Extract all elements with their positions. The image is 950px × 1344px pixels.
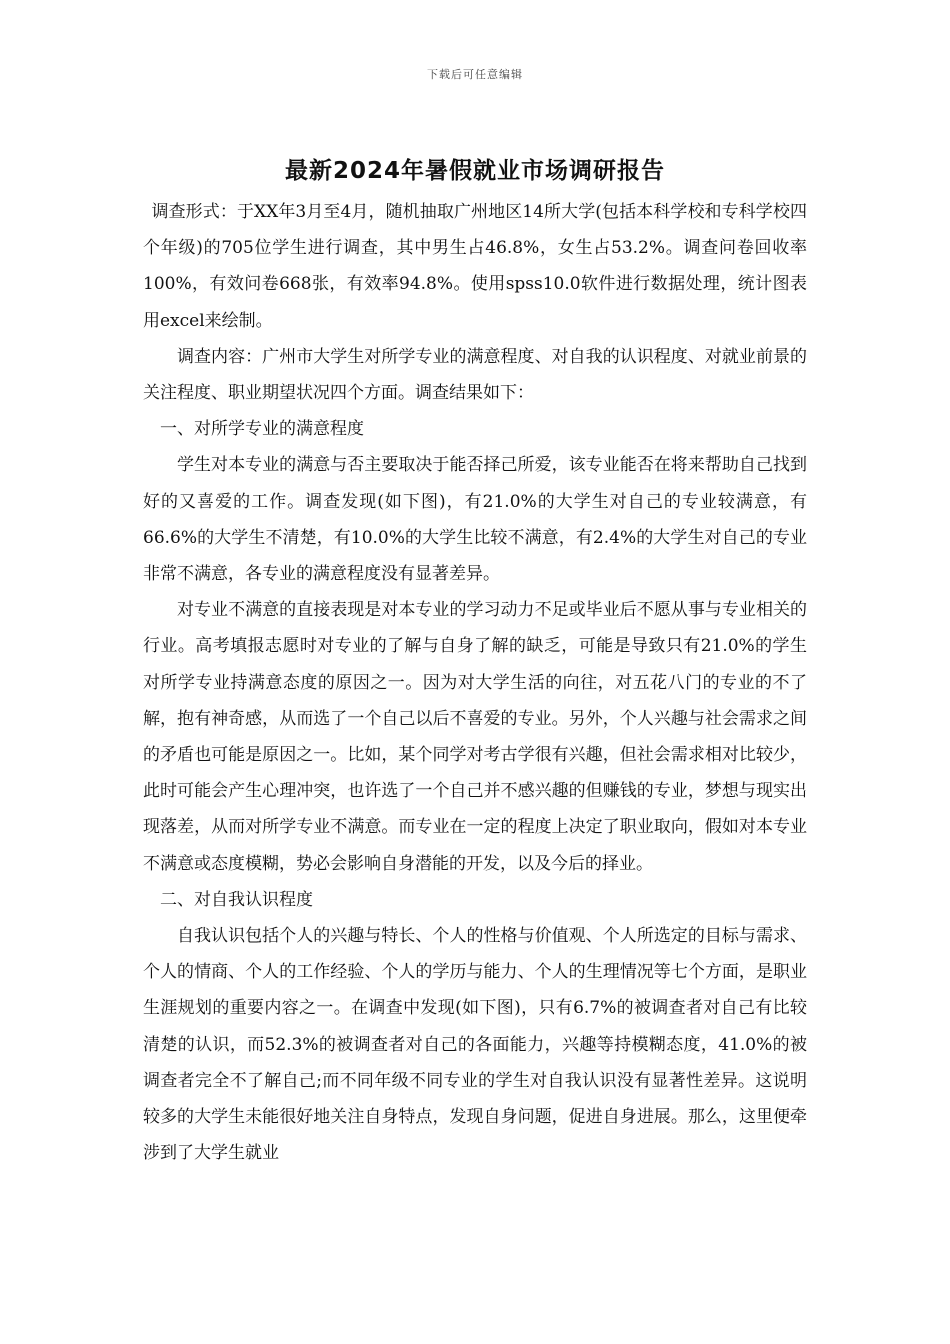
- paragraph-dissatisfaction-analysis: 对专业不满意的直接表现是对本专业的学习动力不足或毕业后不愿从事与专业相关的行业。高考填报志愿时对专业的了解与自身了解的缺乏，可能是导致只有21.0%的学生对所学专业持满意态度的原因之一。因为对大学生活的向往，对五花八门的专业的不了解，抱有神奇感，从而选了一个自己以后不喜爱的专业。另外，个人兴趣与社会需求之间的矛盾也可能是原因之一。比如，某个同学对考古学很有兴趣，但社会需求相对比较少，此时可能会产生心理冲突，也许选了一个自己并不感兴趣的但赚钱的专业，梦想与现实出现落差，从而对所学专业不满意。而专业在一定的程度上决定了职业取向，假如对本专业不满意或态度模糊，势必会影响自身潜能的开发，以及今后的择业。: [143, 600, 807, 874]
- paragraph-self-awareness: 自我认识包括个人的兴趣与特长、个人的性格与价值观、个人所选定的目标与需求、个人的情商、个人的工作经验、个人的学历与能力、个人的生理情况等七个方面，是职业生涯规划的重要内容之一。在调查中发现(如下图)，只有6.7%的被调查者对自己有比较清楚的认识，而52.3%的被调查者对自己的各面能力，兴趣等持模糊态度，41.0%的被调查者完全不了解自己;而不同年级不同专业的学生对自我认识没有显著性差异。这说明较多的大学生未能很好地关注自身特点，发现自身问题，促进自身进展。那么，这里便牵涉到了大学生就业: [143, 926, 807, 1164]
- paragraph-survey-method: 调查形式：于XX年3月至4月，随机抽取广州地区14所大学(包括本科学校和专科学校四个年级)的705位学生进行调查，其中男生占46.8%，女生占53.2%。调查问卷回收率100%，有效问卷668张，有效率94.8%。使用spss10.0软件进行数据处理，统计图表用excel来绘制。: [143, 202, 807, 331]
- paragraph-major-satisfaction: 学生对本专业的满意与否主要取决于能否择己所爱，该专业能否在将来帮助自己找到好的又喜爱的工作。调查发现(如下图)，有21.0%的大学生对自己的专业较满意，有66.6%的大学生不清楚，有10.0%的大学生比较不满意，有2.4%的大学生对自己的专业非常不满意，各专业的满意程度没有显著差异。: [143, 455, 807, 585]
- document-body: [143, 194, 807, 1171]
- paragraph-survey-content: 调查内容：广州市大学生对所学专业的满意程度、对自我的认识程度、对就业前景的关注程度、职业期望状况四个方面。调查结果如下：: [143, 346, 807, 404]
- section-heading-self-awareness: 二、对自我认识程度: [160, 889, 313, 910]
- section-heading-major-satisfaction: 一、对所学专业的满意程度: [160, 419, 364, 440]
- header-note: 下载后可任意编辑: [427, 68, 523, 81]
- document-title: 最新2024年暑假就业市场调研报告: [284, 158, 665, 184]
